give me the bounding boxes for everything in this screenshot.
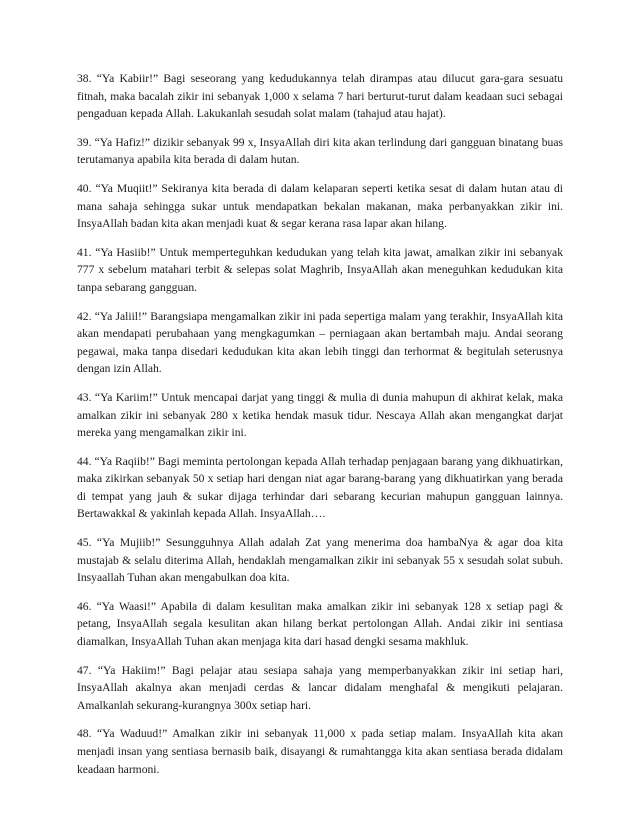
paragraph-48: 48. “Ya Waduud!” Amalkan zikir ini sebanyak 11,000 x pada setiap malam. InsyaAllah kita akan menjadi insan yang sentiasa bernasib baik, disayangi & rumahtangga kita akan sentiasa berada didalam keadaan harmoni.: [77, 727, 563, 776]
paragraph-46: 46. “Ya Waasi!” Apabila di dalam kesulitan maka amalkan zikir ini sebanyak 128 x setiap pagi & petang, InsyaAllah segala kesulitan akan hilang berkat pertolongan Allah. Andai zikir ini sentiasa diamalkan, InsyaAllah Tuhan akan menjaga kita dari hasad dengki sesama makhluk.: [77, 599, 563, 649]
document-page: [77, 70, 563, 789]
paragraph-42: 42. “Ya Jaliil!” Barangsiapa mengamalkan zikir ini pada sepertiga malam yang terakhir, InsyaAllah kita akan mendapati perubahaan yang mengkagumkan – perniagaan akan bertambah maju. Andai seorang pegawai, maka tanpa disedari kedudukan kita akan lebih tinggi dan terhormat & begitulah seterusnya dengan izin Allah.: [77, 309, 563, 376]
paragraph-39: 39. “Ya Hafiz!” dizikir sebanyak 99 x, InsyaAllah diri kita akan terlindung dari gangguan binatang buas terutamanya apabila kita berada di dalam hutan.: [77, 135, 563, 167]
paragraph-40: 40. “Ya Muqiit!” Sekiranya kita berada di dalam kelaparan seperti ketika sesat di dalam hutan atau di mana sahaja sehingga sukar untuk mendapatkan bekalan makanan, maka perbanyakkan zikir ini. InsyaAllah badan kita akan menjadi kuat & segar kerana rasa lapar akan hilang.: [77, 181, 563, 231]
paragraph-38: 38. “Ya Kabiir!” Bagi seseorang yang kedudukannya telah dirampas atau dilucut gara-gara sesuatu fitnah, maka bacalah zikir ini sebanyak 1,000 x selama 7 hari berturut-turut dalam keadaan suci sebagai pengaduan kepada Allah. Lakukanlah sesudah solat malam (tahajud atau hajat).: [77, 72, 563, 121]
paragraph-45: 45. “Ya Mujiib!” Sesungguhnya Allah adalah Zat yang menerima doa hambaNya & agar doa kita mustajab & selalu diterima Allah, hendaklah mengamalkan zikir ini sebanyak 55 x sesudah solat subuh. Insyaallah Tuhan akan mengabulkan doa kita.: [77, 536, 563, 585]
paragraph-47: 47. “Ya Hakiim!” Bagi pelajar atau sesiapa sahaja yang memperbanyakkan zikir ini setiap hari, InsyaAllah akalnya akan menjadi cerdas & lancar didalam menghafal & mengikuti pelajaran. Amalkanlah sekurang-kurangnya 300x setiap hari.: [77, 663, 563, 712]
paragraph-41: 41. “Ya Hasiib!” Untuk memperteguhkan kedudukan yang telah kita jawat, amalkan zikir ini sebanyak 777 x sebelum matahari terbit & selepas solat Maghrib, InsyaAllah akan meneguhkan kedudukan kita tanpa sebarang gangguan.: [77, 245, 563, 294]
paragraph-43: 43. “Ya Kariim!” Untuk mencapai darjat yang tinggi & mulia di dunia mahupun di akhirat kelak, maka amalkan zikir ini sebanyak 280 x ketika hendak masuk tidur. Nescaya Allah akan mengangkat darjat mereka yang mengamalkan zikir ini.: [77, 390, 563, 440]
paragraph-44: 44. “Ya Raqiib!” Bagi meminta pertolongan kepada Allah terhadap penjagaan barang yang dikhuatirkan, maka zikirkan sebanyak 50 x setiap hari dengan niat agar barang-barang yang dikhuatirkan yang berada di tempat yang jauh & sukar dijaga terhindar dari sebarang kecurian mahupun gangguan lainnya. Bertawakkal & yakinlah kepada Allah. InsyaAllah….: [77, 454, 563, 521]
